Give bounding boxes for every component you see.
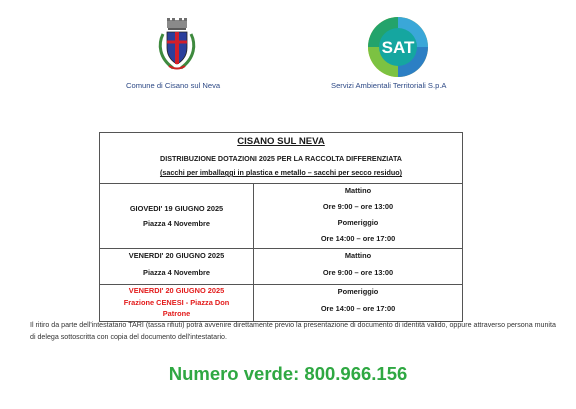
table-note: (sacchi per imballaggi in plastica e metallo – sacchi per secco residuo): [159, 168, 403, 177]
slot-label: Pomeriggio: [337, 287, 379, 296]
slot-label: Pomeriggio: [337, 218, 379, 227]
table-subtitle: DISTRIBUZIONE DOTAZIONI 2025 PER LA RACCOLTA DIFFERENZIATA: [160, 154, 402, 163]
slot-hours: Ore 14:00 – ore 17:00: [320, 234, 396, 243]
slot-label: Mattino: [344, 186, 372, 195]
slot-label: Mattino: [344, 251, 372, 260]
table-title: CISANO SUL NEVA: [237, 136, 325, 147]
slot-hours: Ore 9:00 – ore 13:00: [322, 267, 394, 277]
slot-hours: Ore 14:00 – ore 17:00: [320, 303, 396, 313]
comune-caption: Comune di Cisano sul Neva: [126, 81, 221, 90]
row-date: GIOVEDI' 19 GIUGNO 2025: [129, 203, 224, 213]
pickup-note: Il ritiro da parte dell'intestatario TARI (tassa rifiuti) potrà avvenire direttamente previo la presentazione di documento di identità valido, oppure attraverso persona munita di delega sottoscritta con copia del documento dell'intestatario.: [30, 321, 556, 342]
row-place: Frazione CENESI - Piazza Don: [123, 297, 230, 307]
sat-caption: Servizi Ambientali Territoriali S.p.A: [331, 81, 447, 90]
comune-coat-of-arms-icon: [157, 18, 197, 72]
row-date: VENERDI' 20 GIUGNO 2025: [128, 286, 225, 295]
row-place-continued: Patrone: [162, 309, 191, 318]
row-place: Piazza 4 Novembre: [143, 267, 210, 277]
table-row: [100, 184, 463, 249]
sat-logo-icon: [363, 15, 433, 80]
slot-hours: Ore 9:00 – ore 13:00: [322, 202, 394, 211]
row-date: VENERDI' 20 GIUGNO 2025: [128, 251, 225, 260]
sat-logo-text: SAT: [381, 38, 415, 57]
table-row: [100, 249, 463, 285]
table-header-row: [100, 133, 463, 184]
row-place: Piazza 4 Novembre: [143, 219, 210, 228]
distribution-schedule-table: [99, 132, 463, 322]
numero-verde: Numero verde: 800.966.156: [168, 363, 408, 384]
table-row: [100, 285, 463, 322]
